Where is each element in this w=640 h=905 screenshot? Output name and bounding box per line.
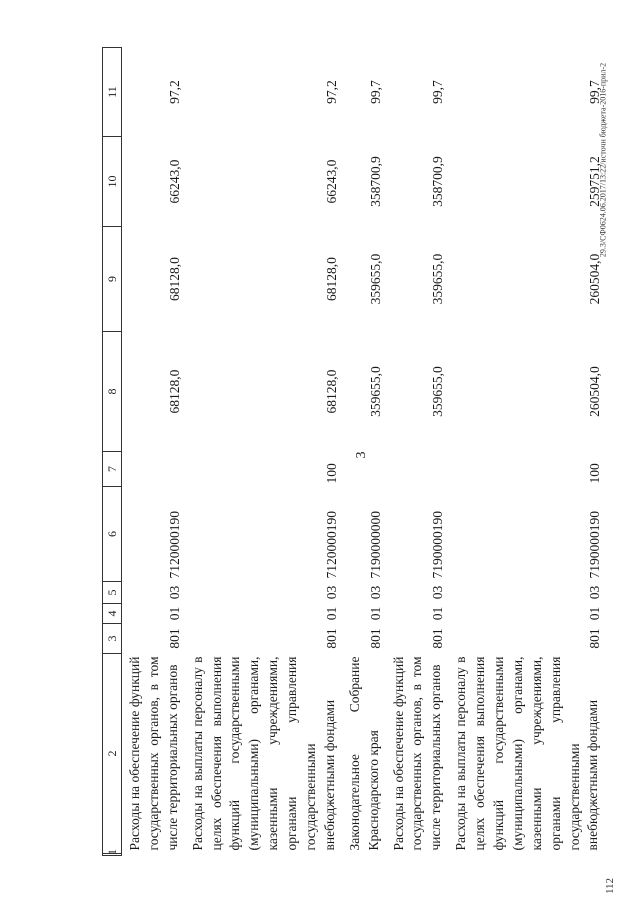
row-name: Расходы на обеспечение функций государственных органов, в том числе территориальных органов: [390, 656, 444, 851]
row-name: Расходы на выплаты персоналу в целях обеспечения выполнения функций государственными (муниципальными) органами, казенными учреждениями, органами управления государственными внебюджетными фондами: [189, 656, 337, 851]
header-col-10: 10: [103, 137, 122, 227]
footer-code: 29.3/СФ0624.06.2017/13:22/источн бюджета-2016-прил-2: [598, 62, 608, 258]
row-rz: 01: [430, 606, 446, 621]
row-vr: [122, 452, 185, 487]
header-col-9: 9: [103, 227, 122, 332]
row-executed: 358700,9: [430, 156, 446, 207]
row-percent: 99,7: [367, 80, 383, 104]
row-csr: 7120000190: [323, 511, 339, 579]
row-ved: 801: [587, 628, 603, 649]
row-name: Законодательное Собрание Краснодарского края: [346, 656, 381, 851]
row-vr: [342, 452, 386, 487]
header-col-4: 4: [103, 604, 122, 624]
row-percent: 99,7: [430, 80, 446, 104]
row-rz: 01: [367, 606, 383, 621]
row-percent: 99,7: [587, 80, 603, 104]
row-csr: 7190000000: [367, 511, 383, 579]
row-planned: 359655,0: [367, 253, 383, 305]
row-rz: 01: [166, 606, 182, 621]
page-number: 3: [354, 451, 369, 459]
row-approved: 260504,0: [587, 366, 603, 417]
row-planned: 260504,0: [587, 253, 603, 305]
row-csr: 7190000190: [587, 511, 603, 579]
row-pr: 03: [430, 585, 446, 600]
row-pr: 03: [587, 585, 603, 600]
header-col-11: 11: [103, 48, 122, 137]
row-pr: 03: [323, 585, 339, 600]
row-planned: 68128,0: [166, 257, 182, 301]
row-approved: 68128,0: [323, 369, 339, 414]
header-col-3: 3: [103, 624, 122, 654]
row-ved: 801: [323, 628, 339, 649]
row-ved: 801: [430, 628, 446, 649]
row-rz: 01: [587, 606, 603, 621]
row-rz: 01: [323, 606, 339, 621]
table-header-row: [103, 48, 122, 856]
row-executed: 66243,0: [166, 159, 182, 204]
table-row: [342, 48, 386, 856]
row-pr: 03: [367, 585, 383, 600]
row-percent: 97,2: [323, 80, 339, 104]
row-executed: 358700,9: [367, 156, 383, 207]
row-executed: 66243,0: [323, 159, 339, 204]
row-approved: 68128,0: [166, 369, 182, 414]
table-row: [185, 48, 342, 856]
row-pr: 03: [166, 585, 182, 600]
header-col-5: 5: [103, 582, 122, 604]
row-name: Расходы на обеспечение функций государственных органов, в том числе территориальных органов: [127, 656, 180, 851]
row-vr: [386, 452, 449, 487]
row-executed: 259751,2: [587, 156, 603, 207]
sheet-number: 112: [604, 877, 616, 895]
row-approved: 359655,0: [430, 366, 446, 417]
row-planned: 68128,0: [323, 257, 339, 301]
header-col-8: 8: [103, 332, 122, 452]
header-col-2: 2: [103, 654, 122, 854]
row-name: Расходы на выплаты персоналу в целях обеспечения выполнения функций государственными (муниципальными) органами, казенными учреждениями, органами управления государственными внебюджетными фондами: [453, 656, 601, 851]
table-row: [386, 48, 449, 856]
header-col-6: 6: [103, 487, 122, 582]
row-vr: 100: [587, 463, 603, 484]
row-vr: 100: [323, 463, 339, 484]
row-planned: 359655,0: [430, 253, 446, 305]
table-row: [448, 48, 605, 856]
header-col-1: 1: [103, 854, 122, 856]
row-csr: 7120000190: [166, 511, 182, 579]
row-percent: 97,2: [166, 80, 182, 104]
row-ved: 801: [367, 628, 383, 649]
row-ved: 801: [166, 628, 182, 649]
budget-table: [102, 47, 605, 856]
header-col-7: 7: [103, 452, 122, 487]
row-csr: 7190000190: [430, 511, 446, 579]
row-approved: 359655,0: [367, 366, 383, 417]
table-row: [122, 48, 185, 856]
